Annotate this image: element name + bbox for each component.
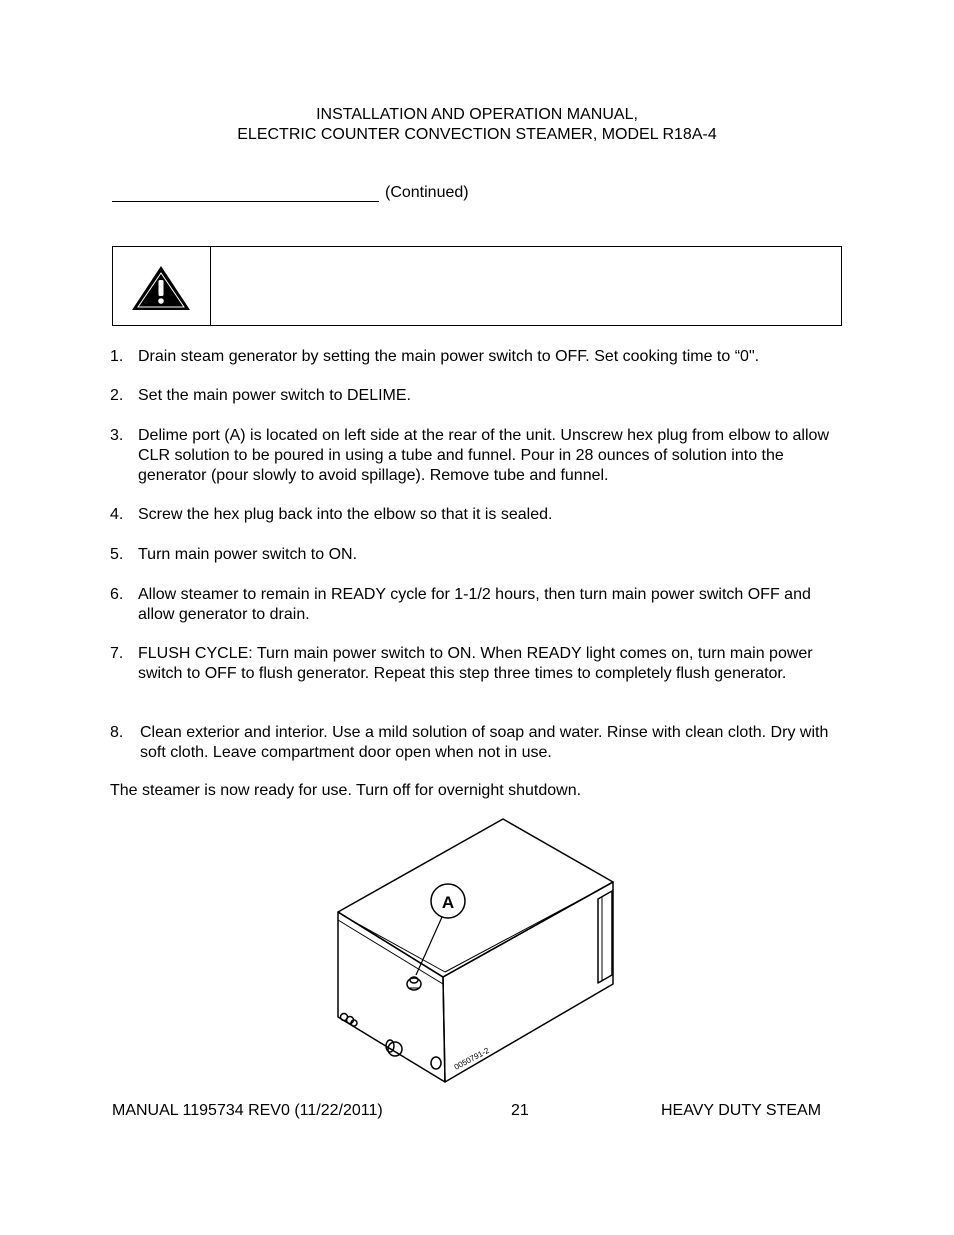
step-text: FLUSH CYCLE: Turn main power switch to ON. When READY light comes on, turn main power switch to OFF to flush generator. Repeat this step three times to completely flush generator. (138, 645, 813, 682)
footer-section: HEAVY DUTY STEAM (661, 1102, 822, 1119)
step-number: 1. (110, 348, 124, 365)
step-number: 4. (110, 506, 124, 523)
step-item (110, 505, 850, 525)
step-item (110, 585, 850, 625)
step-item (110, 347, 850, 367)
step-text: Clean exterior and interior. Use a mild solution of soap and water. Rinse with clean cloth. Dry with soft cloth. Leave compartment door open when not in use. (140, 724, 829, 761)
header-title-line1: INSTALLATION AND OPERATION MANUAL, (316, 106, 638, 123)
closing-text: The steamer is now ready for use. Turn off for overnight shutdown. (110, 782, 582, 799)
step-text: Screw the hex plug back into the elbow so that it is sealed. (138, 506, 553, 523)
step-item (110, 723, 850, 763)
step-number: 8. (110, 724, 124, 741)
drawing-number: 0050791-2 (452, 1045, 491, 1072)
step-text: Delime port (A) is located on left side at the rear of the unit. Unscrew hex plug from elbow to allow CLR solution to be poured in using a tube and funnel. Pour in 28 ounces of solution into the generator (pour slowly to avoid spillage). Remove tube and funnel. (138, 427, 829, 484)
continued-label: (Continued) (385, 184, 469, 201)
step-item (110, 386, 850, 406)
step-item (110, 426, 850, 486)
step-number: 5. (110, 546, 124, 563)
step-item (110, 545, 850, 565)
step-number: 2. (110, 387, 124, 404)
step-number: 6. (110, 586, 124, 603)
callout-a-label: A (441, 893, 455, 912)
step-text: Turn main power switch to ON. (138, 546, 358, 563)
footer-page-number: 21 (511, 1102, 529, 1119)
step-item (110, 644, 850, 684)
steamer-diagram (330, 812, 630, 1092)
header-title-line2: ELECTRIC COUNTER CONVECTION STEAMER, MODEL R18A-4 (237, 126, 717, 143)
warning-box (112, 246, 842, 326)
footer-manual: MANUAL 1195734 REV0 (11/22/2011) (112, 1102, 383, 1119)
step-number: 3. (110, 427, 124, 444)
step-text: Set the main power switch to DELIME. (138, 387, 411, 404)
warning-triangle-icon (113, 247, 210, 325)
warning-icon-cell (113, 247, 211, 325)
step-text: Drain steam generator by setting the main power switch to OFF. Set cooking time to “0". (138, 348, 760, 365)
step-number: 7. (110, 645, 124, 662)
step-text: Allow steamer to remain in READY cycle for 1-1/2 hours, then turn main power switch OFF and allow generator to drain. (138, 586, 811, 623)
section-title-blank-line (112, 201, 379, 202)
